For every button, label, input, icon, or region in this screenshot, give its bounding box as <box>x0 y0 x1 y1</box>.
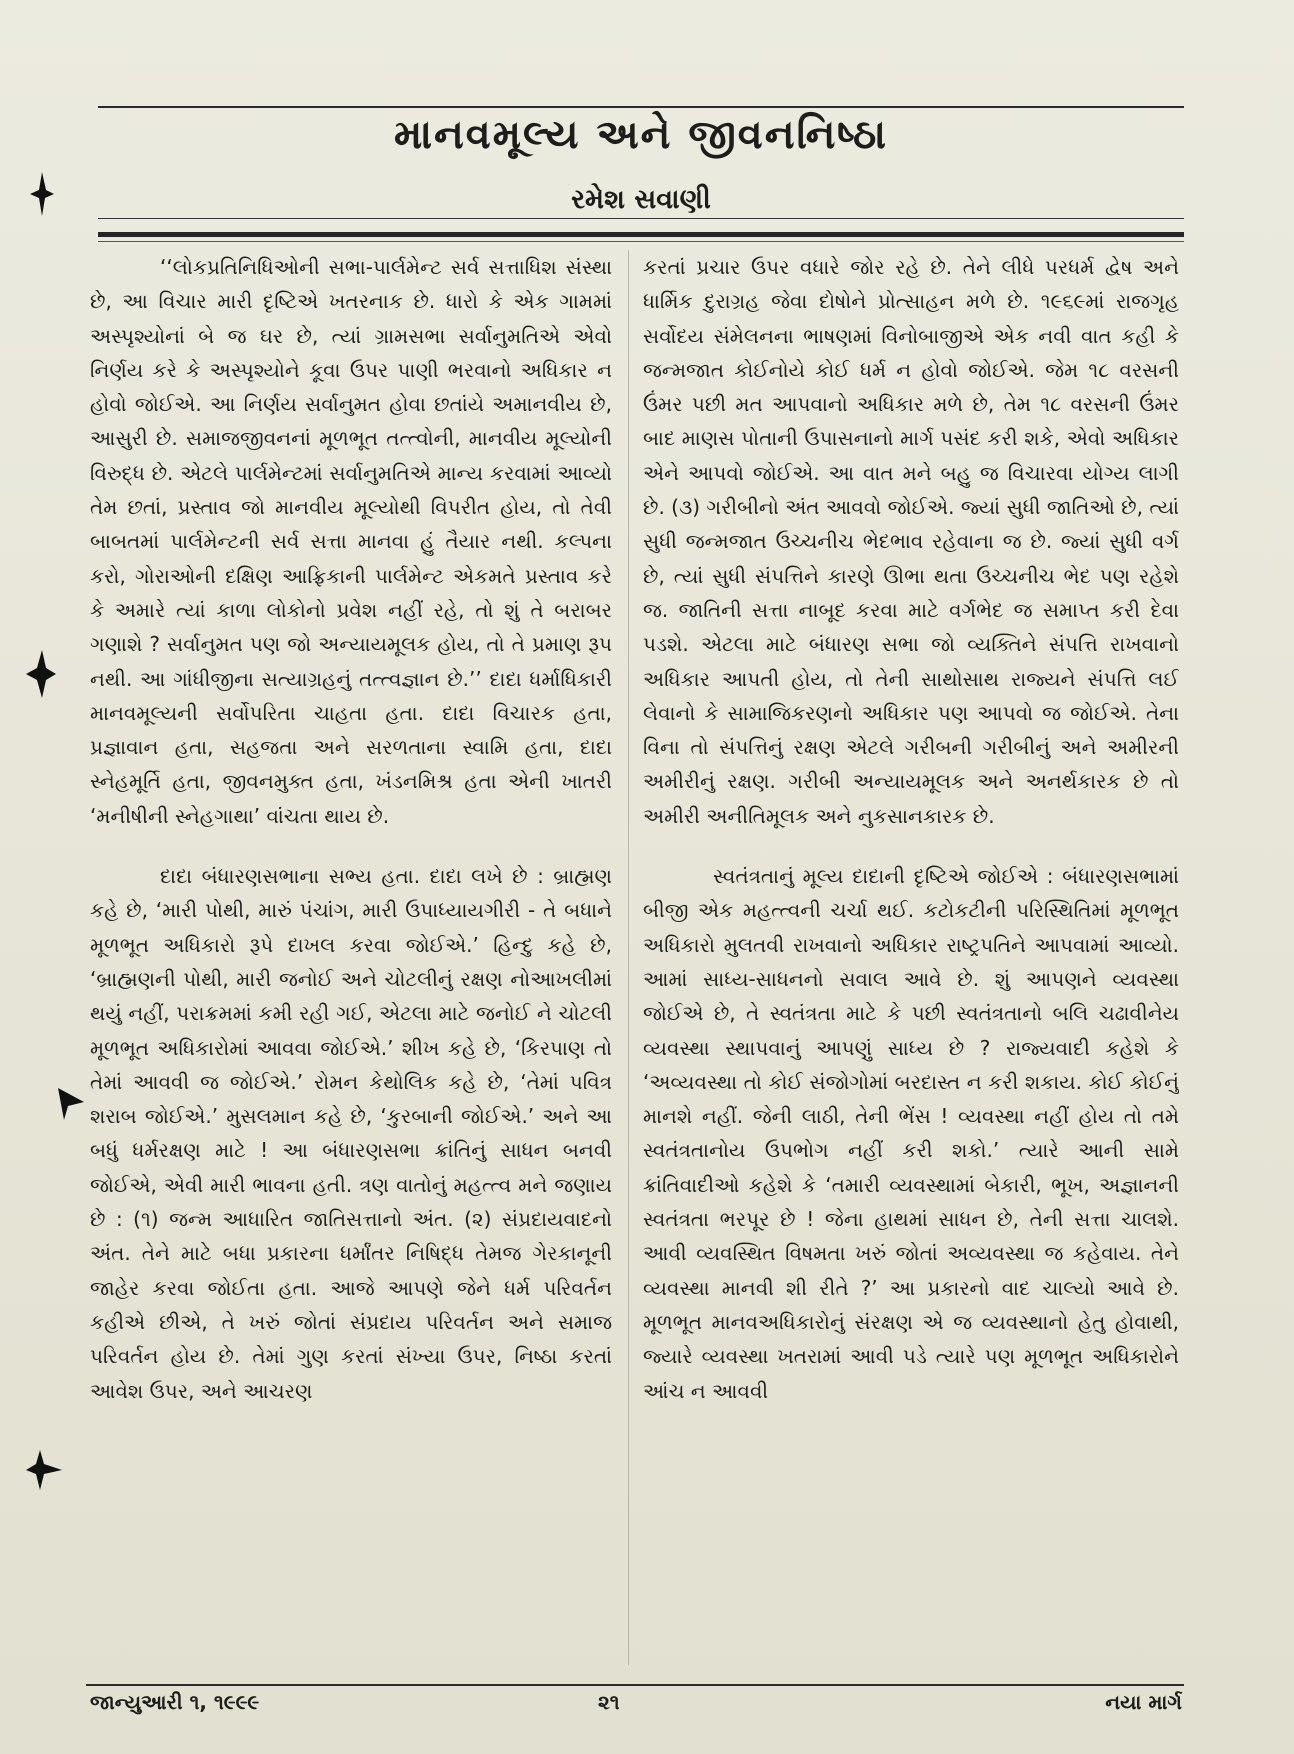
title-rule-under <box>98 241 1184 242</box>
column-divider <box>628 250 629 1665</box>
header-rule <box>98 106 1184 108</box>
paragraph: સ્વતંત્રતાનું મૂલ્ય દાદાની દૃષ્ટિએ જોઈએ : બંધારણસભામાં બીજી એક મહત્ત્વની ચર્ચા થઈ. કટોકટીની પરિસ્થિતિમાં મૂળભૂત અધિકારો મુલતવી રાખવાનો અધિકાર રાષ્ટ્રપતિને આપવામાં આવ્યો. આમાં સાધ્ય-સાધનનો સવાલ આવે છે. શું આપણને વ્યવસ્થા જોઈએ છે, તે સ્વતંત્રતા માટે કે પછી સ્વતંત્રતાનો બલિ ચઢાવીનેય વ્યવસ્થા સ્થાપવાનું આપણું સાધ્ય છે ? રાજ્યવાદી કહેશે કે ‘અવ્યવસ્થા તો કોઈ સંજોગોમાં બરદાસ્ત ન કરી શકાય. કોઈ કોઈનું માનશે નહીં. જેની લાઠી, તેની ભેંસ ! વ્યવસ્થા નહીં હોય તો તમે સ્વતંત્રતાનોય ઉપભોગ નહીં કરી શકો.’ ત્યારે આની સામે ક્રાંતિવાદીઓ કહેશે કે ‘તમારી વ્યવસ્થામાં બેકારી, ભૂખ, અજ્ઞાનની સ્વતંત્રતા ભરપૂર છે ! જેના હાથમાં સાધન છે, તેની સત્તા ચાલશે. આવી વ્યવસ્થિત વિષમતા ખરું જોતાં અવ્યવસ્થા જ કહેવાય. તેને વ્યવસ્થા માનવી શી રીતે ?’ આ પ્રકારનો વાદ ચાલ્યો આવે છે. મૂળભૂત માનવઅધિકારોનું સંરક્ષણ એ જ વ્યવસ્થાનો હેતુ હોવાથી, જ્યારે વ્યવસ્થા ખતરામાં આવી પડે ત્યારે પણ મૂળભૂત અધિકારોને આંચ ન આવવી <box>643 864 1179 1403</box>
right-column <box>643 250 1179 1670</box>
footer-rule <box>86 1684 1184 1686</box>
left-column <box>90 250 612 1670</box>
page-number: ૨૧ <box>598 1690 620 1714</box>
magazine-name: નયા માર્ગ <box>1105 1690 1182 1714</box>
paragraph: કરતાં પ્રચાર ઉપર વધારે જોર રહે છે. તેને લીધે પરધર્મ દ્વેષ અને ધાર્મિક દુરાગ્રહ જેવા દોષોને પ્રોત્સાહન મળે છે. ૧૯૬૯માં રાજગૃહ સર્વોદય સંમેલનના ભાષણમાં વિનોબાજીએ એક નવી વાત કહી કે જન્મજાત કોઈનોયે કોઈ ધર્મ ન હોવો જોઈએ. જેમ ૧૮ વરસની ઉંમર પછી મત આપવાનો અધિકાર મળે છે, તેમ ૧૮ વરસની ઉંમર બાદ માણસ પોતાની ઉપાસનાનો માર્ગ પસંદ કરી શકે, એવો અધિકાર એને આપવો જોઈએ. આ વાત મને બહુ જ વિચારવા યોગ્ય લાગી છે. (૩) ગરીબીનો અંત આવવો જોઈએ. જ્યાં સુધી જાતિઓ છે, ત્યાં સુધી જન્મજાત ઉચ્ચનીચ ભેદભાવ રહેવાના જ છે. જ્યાં સુધી વર્ગ છે, ત્યાં સુધી સંપત્તિને કારણે ઊભા થતા ઉચ્ચનીચ ભેદ પણ રહેશે જ. જાતિની સત્તા નાબૂદ કરવા માટે વર્ગભેદ જ સમાપ્ત કરી દેવા પડશે. એટલા માટે બંધારણ સભા જો વ્યક્તિને સંપત્તિ રાખવાનો અધિકાર આપતી હોય, તો તેની સાથોસાથ રાજ્યને સંપત્તિ લઈ લેવાનો કે સામાજિકરણનો અધિકાર પણ આપવો જ જોઈએ. તેના વિના તો સંપત્તિનું રક્ષણ એટલે ગરીબની ગરીબીનું અને અમીરની અમીરીનું રક્ષણ. ગરીબી અન્યાયમૂલક અને અનર્થકારક છે તો અમીરી અનીતિમૂલક અને નુકસાનકારક છે. <box>643 255 1179 828</box>
paragraph: ‘‘લોકપ્રતિનિધિઓની સભા-પાર્લમેન્ટ સર્વ સત્તાધિશ સંસ્થા છે, આ વિચાર મારી દૃષ્ટિએ ખતરનાક છે. ધારો કે એક ગામમાં અસ્પૃશ્યોનાં બે જ ઘર છે, ત્યાં ગ્રામસભા સર્વાનુમતિએ એવો નિર્ણય કરે કે અસ્પૃશ્યોને કૂવા ઉપર પાણી ભરવાનો અધિકાર ન હોવો જોઈએ. આ નિર્ણય સર્વાનુમત હોવા છતાંયે અમાનવીય છે, આસુરી છે. સમાજજીવનનાં મૂળભૂત તત્ત્વોની, માનવીય મૂલ્યોની વિરુદ્ધ છે. એટલે પાર્લમેન્ટમાં સર્વાનુમતિએ માન્ય કરવામાં આવ્યો તેમ છતાં, પ્રસ્તાવ જો માનવીય મૂલ્યોથી વિપરીત હોય, તો તેવી બાબતમાં પાર્લમેન્ટની સર્વ સત્તા માનવા હું તૈયાર નથી. કલ્પના કરો, ગોરાઓની દક્ષિણ આફ્રિકાની પાર્લમેન્ટ એકમતે પ્રસ્તાવ કરે કે અમારે ત્યાં કાળા લોકોનો પ્રવેશ નહીં રહે, તો શું તે બરાબર ગણાશે ? સર્વાનુમત પણ જો અન્યાયમૂલક હોય, તો તે પ્રમાણ રૂપ નથી. આ ગાંધીજીના સત્યાગ્રહનું તત્ત્વજ્ઞાન છે.’’ દાદા ધર્માધિકારી માનવમૂલ્યની સર્વોપરિતા ચાહતા હતા. દાદા વિચારક હતા, પ્રજ્ઞાવાન હતા, સહજતા અને સરળતાના સ્વામિ હતા, દાદા સ્નેહમૂર્તિ હતા, જીવનમુક્ત હતા, ખંડનમિશ્ર હતા એની ખાતરી ‘મનીષીની સ્નેહગાથા’ વાંચતા થાય છે. <box>90 255 612 828</box>
article-author: રમેશ સવાણી <box>571 184 711 215</box>
article-title: માનવમૂલ્ય અને જીવનનિષ્ઠા <box>393 112 889 158</box>
issue-date: જાન્યુઆરી ૧, ૧૯૯૯ <box>90 1690 260 1714</box>
paragraph: દાદા બંધારણસભાના સભ્ય હતા. દાદા લખે છે : બ્રાહ્મણ કહે છે, ‘મારી પોથી, મારું પંચાંગ, મારી ઉપાધ્યાયગીરી - તે બધાને મૂળભૂત અધિકારો રૂપે દાખલ કરવા જોઈએ.’ હિન્દુ કહે છે, ‘બ્રાહ્મણની પોથી, મારી જનોઈ અને ચોટલીનું રક્ષણ નોઆખલીમાં થયું નહીં, પરાક્રમમાં કમી રહી ગઈ, એટલા માટે જનોઈ ને ચોટલી મૂળભૂત અધિકારોમાં આવવા જોઈએ.’ શીખ કહે છે, ‘કિરપાણ તો તેમાં આવવી જ જોઈએ.’ રોમન કેથોલિક કહે છે, ‘તેમાં પવિત્ર શરાબ જોઈએ.’ મુસલમાન કહે છે, ‘કુરબાની જોઈએ.’ અને આ બધું ધર્મરક્ષણ માટે ! આ બંધારણસભા ક્રાંતિનું સાધન બનવી જોઈએ, એવી મારી ભાવના હતી. ત્રણ વાતોનું મહત્ત્વ મને જણાય છે : (૧) જન્મ આધારિત જાતિસત્તાનો અંત. (૨) સંપ્રદાયવાદનો અંત. તેને માટે બધા પ્રકારના ધર્માંતર નિષિદ્ધ તેમજ ગેરકાનૂની જાહેર કરવા જોઈતા હતા. આજે આપણે જેને ધર્મ પરિવર્તન કહીએ છીએ, તે ખરું જોતાં સંપ્રદાય પરિવર્તન અને સમાજ પરિવર્તન હોય છે. તેમાં ગુણ કરતાં સંખ્યા ઉપર, નિષ્ઠા કરતાં આવેશ ઉપર, અને આચરણ <box>90 864 612 1403</box>
title-rule-thick <box>98 232 1184 237</box>
title-rule-thin <box>98 218 1184 219</box>
